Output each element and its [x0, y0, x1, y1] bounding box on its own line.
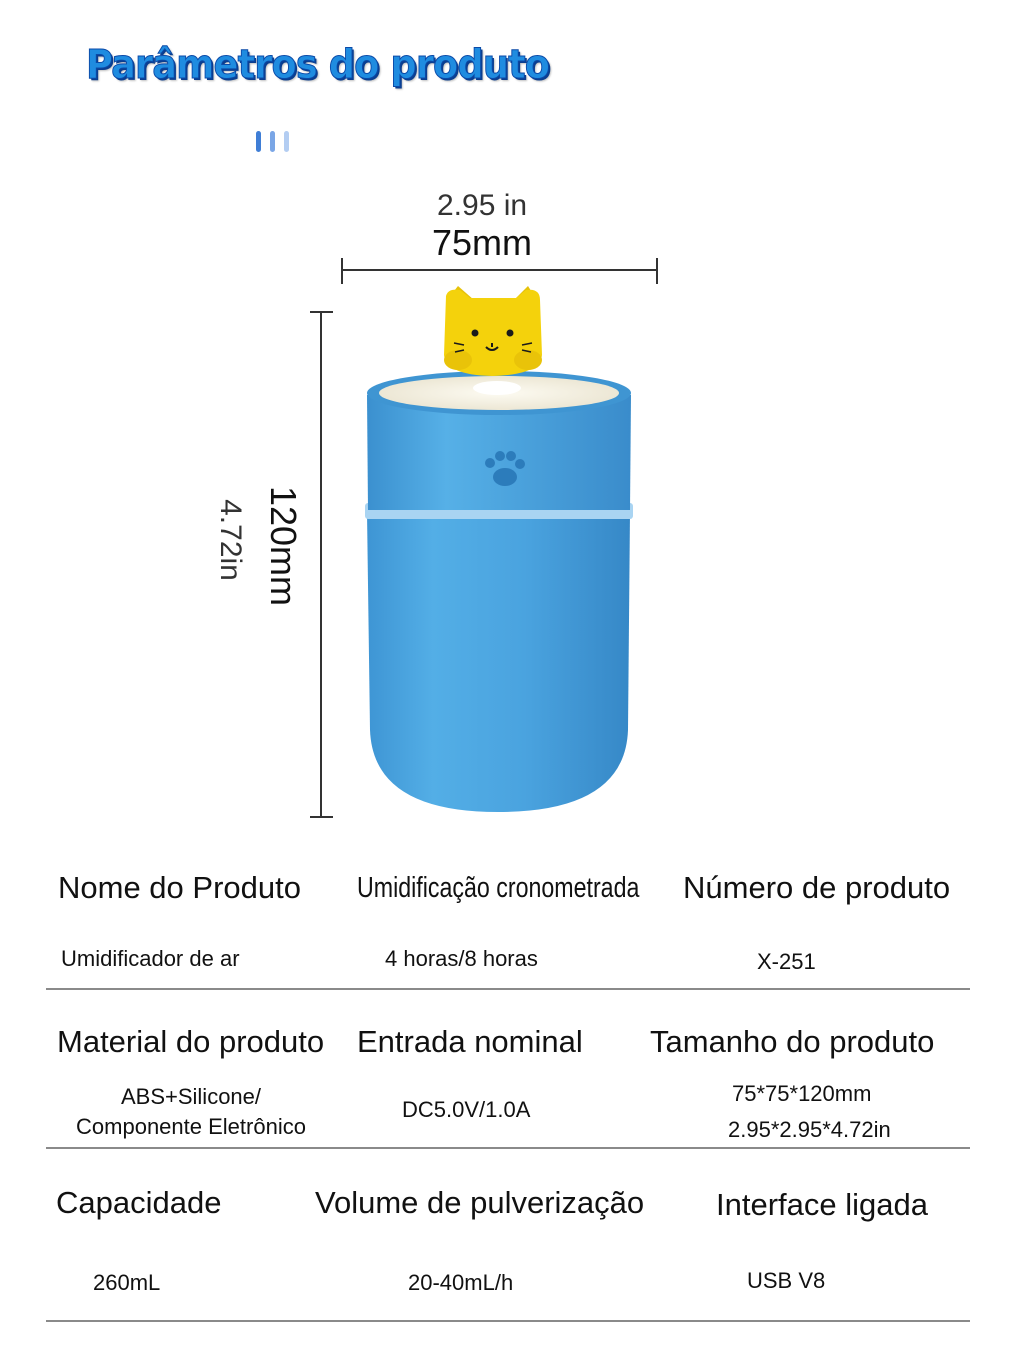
spec-label-rated-input: Entrada nominal: [357, 1024, 583, 1059]
spec-value-spray-volume: 20-40mL/h: [408, 1270, 514, 1295]
spec-value-material-line1: ABS+Silicone/: [120, 1084, 262, 1109]
spec-value-capacity: 260mL: [93, 1270, 161, 1295]
spec-label-spray-volume: Volume de pulverização: [315, 1185, 645, 1220]
spec-value-interface: USB V8: [747, 1268, 826, 1293]
spec-value-size-line2: 2.95*2.95*4.72in: [728, 1117, 891, 1142]
row-divider: [46, 988, 970, 990]
row-divider: [46, 1320, 970, 1322]
spec-value-size-line1: 75*75*120mm: [732, 1081, 872, 1106]
spec-value-product-number: X-251: [757, 949, 816, 974]
spec-value-timer: 4 horas/8 horas: [385, 946, 538, 971]
spec-label-capacity: Capacidade: [56, 1185, 222, 1220]
spec-label-product-name: Nome do Produto: [58, 870, 301, 905]
width-mm-label: 75mm: [432, 222, 533, 263]
page-title: Parâmetros do produto: [86, 42, 550, 88]
spec-label-material: Material do produto: [57, 1024, 325, 1059]
height-mm-label: 120mm: [263, 485, 304, 607]
spec-label-product-number: Número de produto: [683, 870, 951, 905]
spec-label-size: Tamanho do produto: [650, 1024, 935, 1059]
row-divider: [46, 1147, 970, 1149]
spec-value-material: [56, 1082, 326, 1142]
height-inches-label: 4.72in: [214, 499, 247, 581]
spec-value-size: [728, 1079, 891, 1151]
spec-value-rated-input: DC5.0V/1.0A: [402, 1097, 531, 1122]
spec-value-material-line2: Componente Eletrônico: [76, 1114, 306, 1139]
spec-label-timer: Umidificação cronometrada: [357, 872, 640, 904]
spec-label-interface: Interface ligada: [716, 1187, 928, 1222]
spec-value-product-name: Umidificador de ar: [61, 946, 240, 971]
width-inches-label: 2.95 in: [437, 189, 528, 222]
